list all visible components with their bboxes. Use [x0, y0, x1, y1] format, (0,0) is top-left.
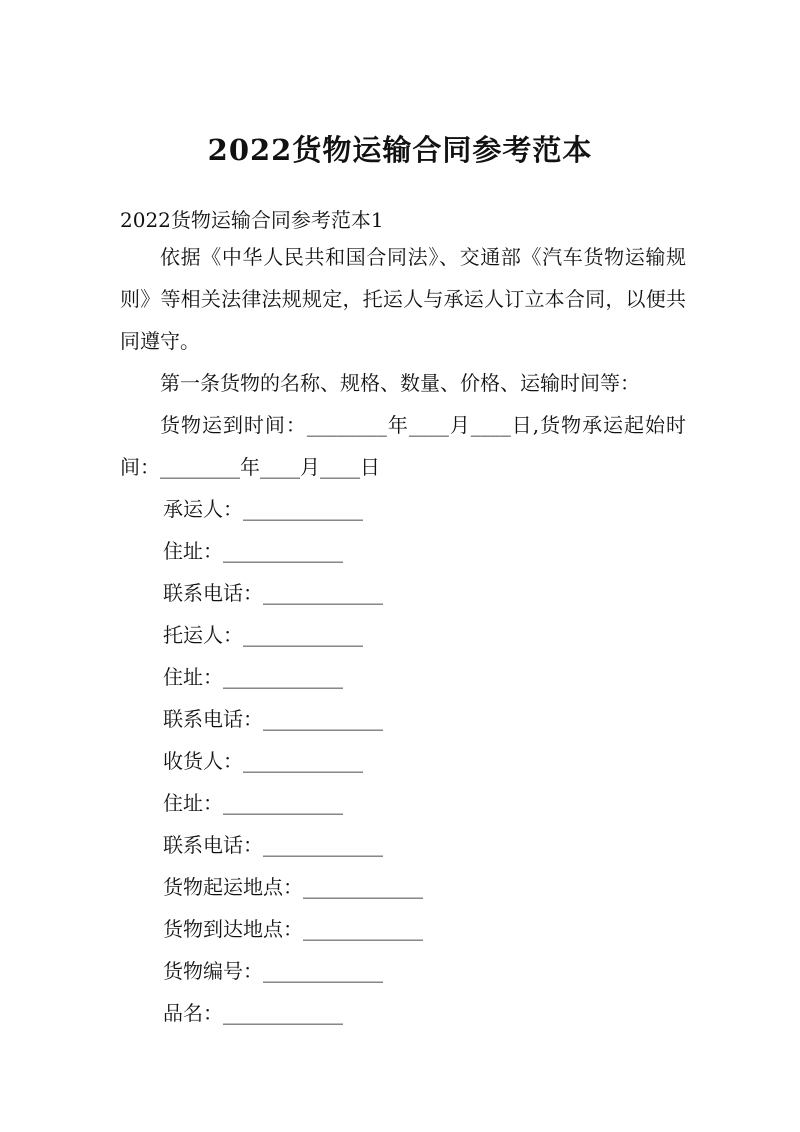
field-consignee-phone: 联系电话：____________: [163, 833, 383, 857]
field-shipper-phone: 联系电话：____________: [163, 707, 383, 731]
field-consignee: 收货人：____________: [163, 749, 363, 773]
transport-time-paragraph: 货物运到时间：________年____月____日,货物承运起始时间：________年____月____日: [120, 413, 686, 479]
field-shipper-address: 住址：____________: [163, 665, 343, 689]
field-carrier-phone: 联系电话：____________: [163, 581, 383, 605]
field-product-name: 品名：____________: [163, 1001, 343, 1025]
section-heading: 2022货物运输合同参考范本1: [120, 208, 384, 232]
article-one-paragraph: 第一条货物的名称、规格、数量、价格、运输时间等：: [160, 371, 640, 395]
field-shipper: 托运人：____________: [163, 623, 363, 647]
field-consignee-address: 住址：____________: [163, 791, 343, 815]
field-goods-number: 货物编号：____________: [163, 959, 383, 983]
field-carrier-address: 住址：____________: [163, 539, 343, 563]
field-destination: 货物到达地点：____________: [163, 917, 423, 941]
field-carrier: 承运人：____________: [163, 497, 363, 521]
field-origin: 货物起运地点：____________: [163, 875, 423, 899]
intro-paragraph: 依据《中华人民共和国合同法》、交通部《汽车货物运输规则》等相关法律法规规定，托运人与承运人订立本合同，以便共同遵守。: [120, 245, 686, 353]
document-title: 2022货物运输合同参考范本: [207, 133, 593, 167]
